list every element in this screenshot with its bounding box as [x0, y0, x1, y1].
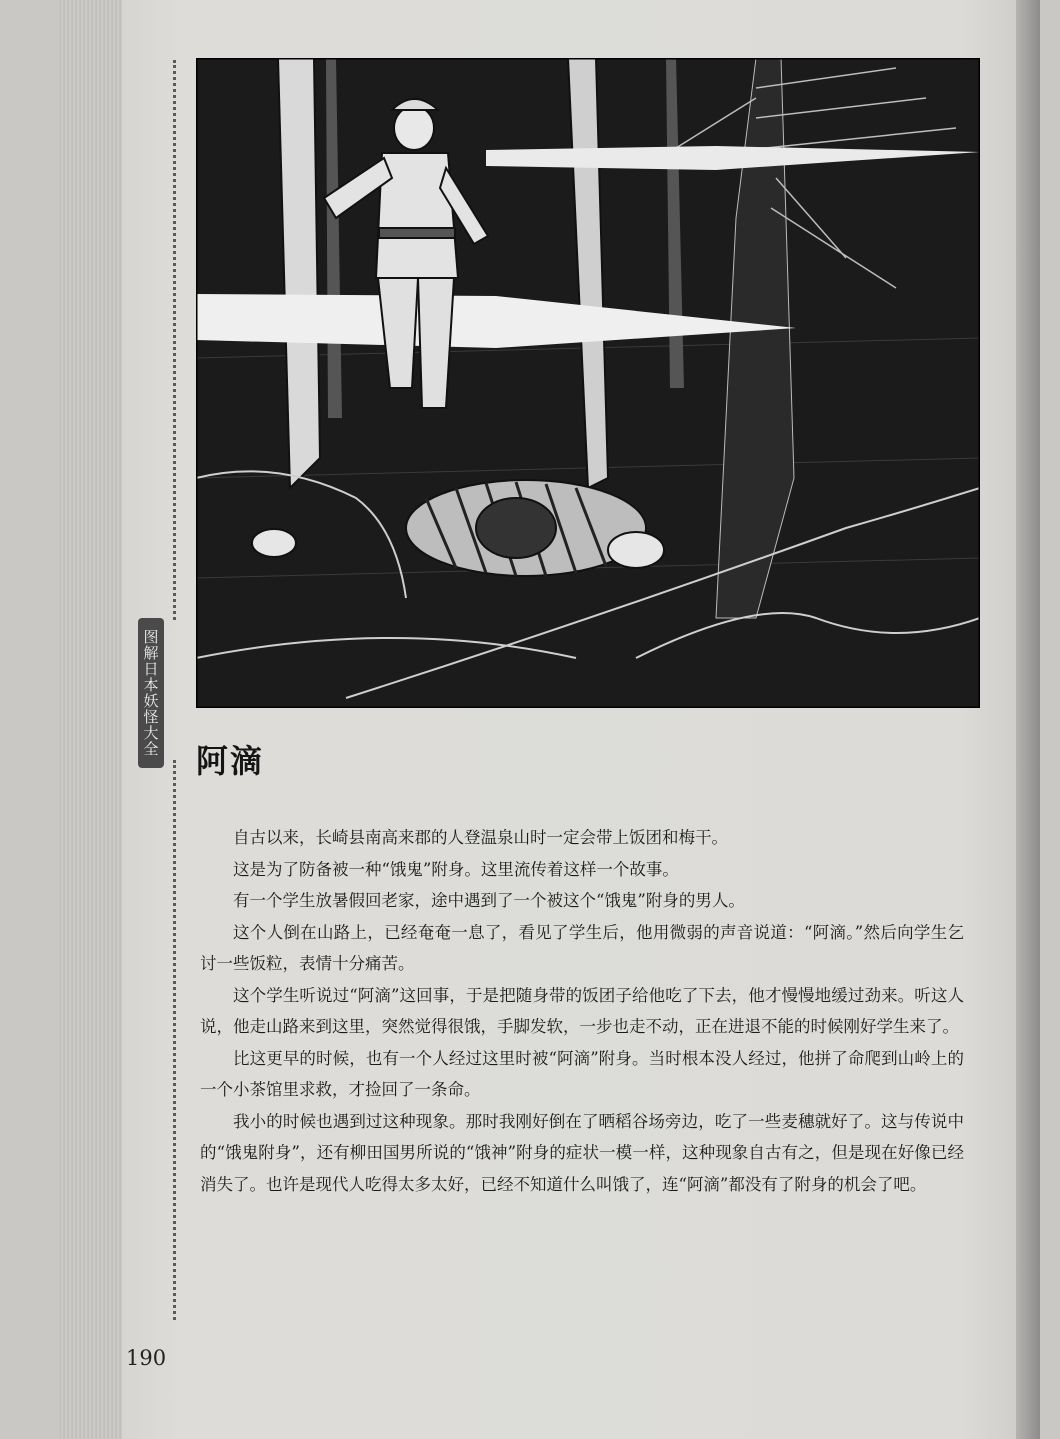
paragraph: 这是为了防备被一种“饿鬼”附身。这里流传着这样一个故事。	[233, 859, 679, 879]
series-title: 图解日本妖怪大全	[141, 629, 160, 757]
article-body	[200, 822, 964, 1200]
paragraph: 有一个学生放暑假回老家，途中遇到了一个被这个“饿鬼”附身的男人。	[233, 891, 745, 910]
paragraph: 这个人倒在山路上，已经奄奄一息了，看见了学生后，他用微弱的声音说道：“阿滴。”然后向学生乞讨一些饭粒，表情十分痛苦。	[200, 922, 964, 973]
paragraph: 自古以来，长崎县南高来郡的人登温泉山时一定会带上饭团和梅干。	[233, 828, 728, 847]
page-number: 190	[126, 1346, 167, 1370]
series-tab	[138, 618, 164, 768]
page-edge-stack	[60, 0, 122, 1439]
page-gutter-shadow	[1016, 0, 1040, 1439]
manga-illustration-icon	[196, 58, 980, 708]
paragraph: 比这更早的时候，也有一个人经过这里时被“阿滴”附身。当时根本没人经过，他拼了命爬到山岭上的一个小茶馆里求救，才捡回了一条命。	[200, 1048, 964, 1099]
manga-illustration	[196, 58, 980, 708]
paragraph: 我小的时候也遇到过这种现象。那时我刚好倒在了晒稻谷场旁边，吃了一些麦穗就好了。这与传说中的“饿鬼附身”，还有柳田国男所说的“饿神”附身的症状一模一样，这种现象自古有之，但是现在好像已经消失了。也许是现代人吃得太多太好，已经不知道什么叫饿了，连“阿滴”都没有了附身的机会了吧。	[200, 1111, 964, 1194]
paragraph: 这个学生听说过“阿滴”这回事，于是把随身带的饭团子给他吃了下去，他才慢慢地缓过劲来。听这人说，他走山路来到这里，突然觉得很饿，手脚发软，一步也走不动，正在进退不能的时候刚好学生来了。	[200, 985, 964, 1036]
article-title: 阿滴	[196, 742, 265, 780]
dotted-rule-lower	[173, 760, 176, 1320]
dotted-rule-upper	[173, 60, 176, 620]
